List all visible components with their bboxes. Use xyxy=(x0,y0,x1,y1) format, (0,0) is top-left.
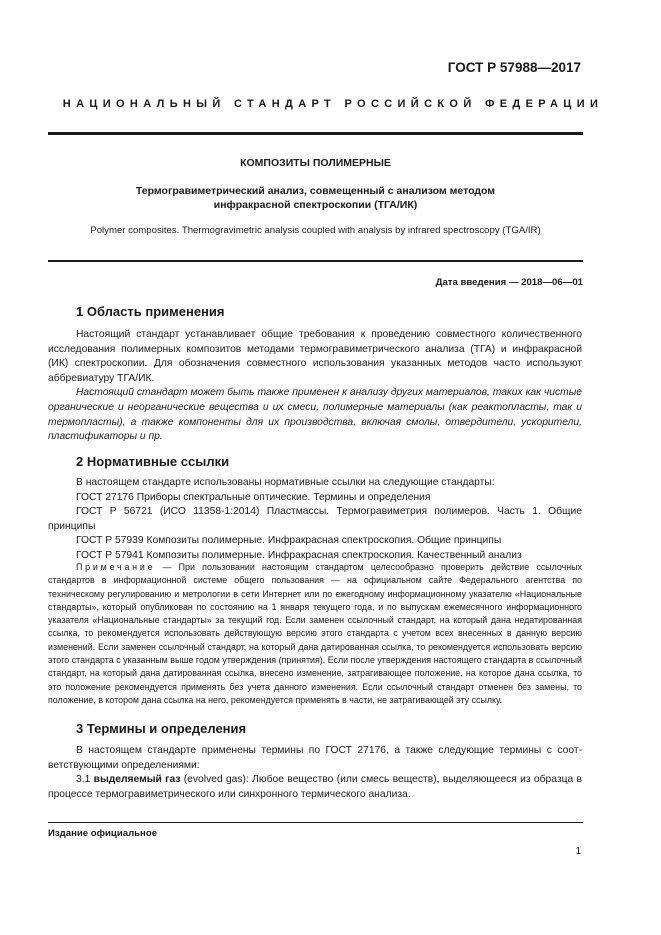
document-subtitle xyxy=(48,184,583,212)
section-2-intro: В настоящем стандарте использованы нормативные ссылки на следующие стандарты: xyxy=(76,477,495,488)
subtitle-line-2: инфракрасной спектроскопии (ТГА/ИК) xyxy=(213,199,418,211)
title-divider xyxy=(48,260,583,262)
section-1-paragraph-1: Настоящий стандарт устанавливает общие требования к проведению совместного количественного исследования полимерных композитов методами термогравиметрического анализа (ТГА) и инфракрасной (ИК) спектроскопии. Для обозначения совместного использования указанных методов часто используют аббревиатуру ТГА/ИК. xyxy=(48,329,582,384)
subtitle-line-1: Термогравиметрический анализ, совмещенный с анализом методом xyxy=(135,185,496,197)
national-standard-heading: НАЦИОНАЛЬНЫЙ СТАНДАРТ РОССИЙСКОЙ ФЕДЕРАЦИИ xyxy=(62,98,604,110)
section-3-body xyxy=(48,744,582,802)
section-3-heading: 3 Термины и определения xyxy=(76,721,247,736)
introduction-date: Дата введения — 2018—06—01 xyxy=(435,277,583,288)
term-name: выделяемый газ xyxy=(93,774,181,786)
page-number: 1 xyxy=(575,846,581,857)
reference-item: ГОСТ Р 56721 (ИСО 11358-1:2014) Пластмассы. Термогравиметрия полимеров. Часть 1. Общие принципы xyxy=(48,506,582,532)
footer-divider xyxy=(48,822,583,823)
section-2-note xyxy=(48,561,582,707)
section-3-intro: В настоящем стандарте применены термины по ГОСТ 27176, а также следующие термины с соответствующими определениями: xyxy=(48,745,582,771)
section-1-paragraph-2: Настоящий стандарт может быть также применен к анализу других материалов, таких как чистые органические и неорганические вещества и их смеси, полимерные материалы (как реактопласты, так и термопласты), а также компоненты для их производства, включая смолы, отвердители, ускорители, пластификаторы и пр. xyxy=(48,387,582,443)
reference-item: ГОСТ Р 57941 Композиты полимерные. Инфракрасная спектроскопия. Качественный анализ xyxy=(76,549,522,561)
reference-item: ГОСТ Р 57939 Композиты полимерные. Инфракрасная спектроскопия. Общие принципы xyxy=(76,535,502,547)
reference-item: ГОСТ 27176 Приборы спектральные оптические. Термины и определения xyxy=(76,491,431,503)
term-number: 3.1 xyxy=(76,774,91,786)
section-2-body xyxy=(48,476,582,564)
note-text: — При пользовании настоящим стандартом целесообразно проверить действие ссылочных стандартов в информационной системе общего пользования — на официальном сайте Федерального агентства по техническому регулированию и метрологии в сети Интернет или по ежегодному информационному указателю «Национальные стандарты», который опубликован по состоянию на 1 января текущего года, и по выпускам ежемесячного информационного указателя «Национальные стандарты» за текущий год. Если заменен ссылочный стандарт, на который дана недатированная ссылка, то рекомендуется использовать действующую версию этого стандарта с учетом всех внесенных в данную версию изменений. Если заменен ссылочный стандарт, на который дана датированная ссылка, то рекомендуется использовать версию этого стандарта с указанным выше годом утверждения (принятия). Если после утверждения настоящего стандарта в ссылочный стандарт, на который дана датированная ссылка, внесено изменение, затрагивающее положение, на которое дана ссылка, то это положение рекомендуется применять без учета данного изменения. Если ссылочный стандарт отменен без замены, то положение, в котором дана ссылка на него, рекомендуется применять в части, не затрагивающей эту ссылку. xyxy=(48,562,582,705)
term-english: (evolved gas): xyxy=(180,774,253,786)
section-2-heading: 2 Нормативные ссылки xyxy=(76,454,230,469)
english-title: Polymer composites. Thermogravimetric analysis coupled with analysis by infrared spectroscopy (TGA/IR) xyxy=(90,225,541,236)
document-title: КОМПОЗИТЫ ПОЛИМЕРНЫЕ xyxy=(240,157,391,169)
section-1-body xyxy=(48,328,582,445)
official-edition-label: Издание официальное xyxy=(48,828,158,839)
top-divider xyxy=(48,132,583,135)
note-label: Примечание xyxy=(76,562,156,572)
term-definition xyxy=(48,773,582,802)
standard-number: ГОСТ Р 57988—2017 xyxy=(447,60,581,75)
section-1-heading: 1 Область применения xyxy=(76,304,225,319)
term-text: Любое вещество (или смесь веществ), выделяющееся из образца в процессе термогравиметрического или синхронного термического анализа. xyxy=(48,774,582,800)
